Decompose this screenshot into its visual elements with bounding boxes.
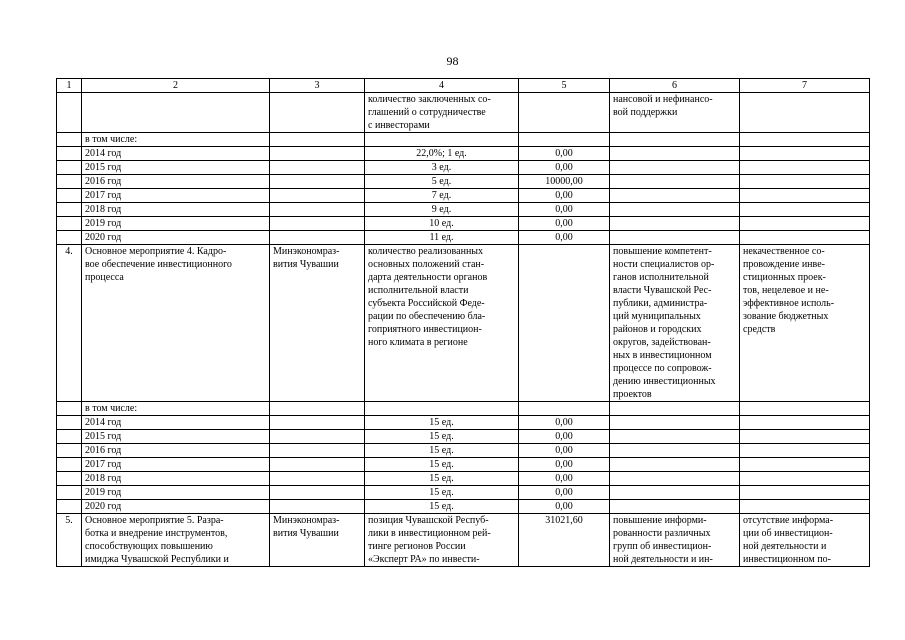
cell: [610, 500, 740, 514]
year-row: [57, 147, 870, 161]
subheading-text: в том числе:: [82, 402, 270, 416]
year-label: 2020 год: [82, 500, 270, 514]
cell: [519, 93, 610, 133]
year-label: 2018 год: [82, 203, 270, 217]
cell: [610, 472, 740, 486]
cell: [270, 133, 365, 147]
header-cell: 4: [365, 79, 519, 93]
year-row: [57, 161, 870, 175]
funding-value: 0,00: [519, 189, 610, 203]
cell: [57, 500, 82, 514]
subheading-row: [57, 133, 870, 147]
cell: [57, 217, 82, 231]
risk-text: некачественное со- провождение инве- стиционных проек- тов, нецелевое и не- эффективное исполь- зование бюджетных средств: [740, 245, 870, 402]
year-label: 2016 год: [82, 444, 270, 458]
subheading-row: [57, 402, 870, 416]
indicator-value: 22,0%; 1 ед.: [365, 147, 519, 161]
cell: [740, 217, 870, 231]
responsible-org: Минэкономраз- вития Чувашии: [270, 514, 365, 567]
cell: [610, 402, 740, 416]
cell: [57, 147, 82, 161]
cell: [365, 402, 519, 416]
year-label: 2019 год: [82, 486, 270, 500]
funding-value: 0,00: [519, 458, 610, 472]
indicator-text: количество реализованных основных положений стан- дарта деятельности органов исполнительной власти субъекта Российской Феде- рации по обеспечению бла- гоприятного инвестицион- ного климата в регионе: [365, 245, 519, 402]
cell: [519, 402, 610, 416]
cell: [610, 231, 740, 245]
cell: [740, 147, 870, 161]
header-cell: 6: [610, 79, 740, 93]
cell: [270, 444, 365, 458]
cell: [740, 161, 870, 175]
year-label: 2014 год: [82, 147, 270, 161]
cell: [610, 203, 740, 217]
cell: [740, 458, 870, 472]
result-text: повышение компетент- ности специалистов ор- ганов исполнительной власти Чувашской Рес- публики, администра- ций муниципальных районов и городских округов, задействован- ных в инвестиционном процессе по сопровож- дению инвестиционных проектов: [610, 245, 740, 402]
year-row: [57, 416, 870, 430]
cell: [57, 472, 82, 486]
year-row: [57, 189, 870, 203]
cell: [57, 486, 82, 500]
year-label: 2014 год: [82, 416, 270, 430]
header-cell: 1: [57, 79, 82, 93]
header-cell: 5: [519, 79, 610, 93]
indicator-text: позиция Чувашской Респуб- лики в инвестиционном рей- тинге регионов России «Эксперт РА» по инвести-: [365, 514, 519, 567]
cell: [610, 430, 740, 444]
cell: [519, 133, 610, 147]
cell: [610, 444, 740, 458]
cell: [82, 93, 270, 133]
result-text: нансовой и нефинансо- вой поддержки: [610, 93, 740, 133]
funding-value: 0,00: [519, 147, 610, 161]
document-table: [56, 78, 870, 567]
header-cell: 3: [270, 79, 365, 93]
indicator-value: 15 ед.: [365, 430, 519, 444]
year-row: [57, 231, 870, 245]
year-row: [57, 203, 870, 217]
cell: [740, 189, 870, 203]
cell: [740, 231, 870, 245]
indicator-value: 7 ед.: [365, 189, 519, 203]
indicator-value: 10 ед.: [365, 217, 519, 231]
indicator-value: 3 ед.: [365, 161, 519, 175]
cell: [740, 93, 870, 133]
funding-value: 0,00: [519, 217, 610, 231]
cell: [57, 430, 82, 444]
cell: [57, 161, 82, 175]
cell: [270, 486, 365, 500]
year-row: [57, 444, 870, 458]
cell: [610, 458, 740, 472]
cell: [57, 402, 82, 416]
cell: [610, 161, 740, 175]
cell: [57, 175, 82, 189]
indicator-value: 15 ед.: [365, 444, 519, 458]
year-row: [57, 175, 870, 189]
indicator-value: 5 ед.: [365, 175, 519, 189]
cell: [57, 133, 82, 147]
cell: [365, 133, 519, 147]
funding-value: 0,00: [519, 472, 610, 486]
years-block-b: [57, 416, 870, 514]
responsible-org: Минэкономраз- вития Чувашии: [270, 245, 365, 402]
cell: [740, 402, 870, 416]
header-row: [57, 79, 870, 93]
cell: [270, 189, 365, 203]
cell: [270, 217, 365, 231]
funding-value: 0,00: [519, 203, 610, 217]
year-label: 2015 год: [82, 161, 270, 175]
cell: [519, 245, 610, 402]
row-number: 4.: [57, 245, 82, 402]
cell: [270, 500, 365, 514]
measure-row-4: [57, 245, 870, 402]
cell: [270, 402, 365, 416]
cell: [740, 203, 870, 217]
cell: [740, 175, 870, 189]
years-block-a: [57, 147, 870, 245]
cell: [740, 416, 870, 430]
header-cell: 7: [740, 79, 870, 93]
cell: [270, 161, 365, 175]
cell: [740, 472, 870, 486]
year-label: 2017 год: [82, 189, 270, 203]
result-text: повышение информи- рованности различных групп об инвестицион- ной деятельности и ин-: [610, 514, 740, 567]
funding-value: 0,00: [519, 231, 610, 245]
cell: [57, 189, 82, 203]
year-row: [57, 430, 870, 444]
indicator-value: 11 ед.: [365, 231, 519, 245]
cell: [270, 175, 365, 189]
funding-value: 0,00: [519, 430, 610, 444]
year-label: 2020 год: [82, 231, 270, 245]
year-row: [57, 458, 870, 472]
cell: [270, 231, 365, 245]
year-label: 2016 год: [82, 175, 270, 189]
measure-row-5: [57, 514, 870, 567]
funding-value: 0,00: [519, 500, 610, 514]
cell: [270, 416, 365, 430]
risk-text: отсутствие информа- ции об инвестицион- ной деятельности и инвестиционном по-: [740, 514, 870, 567]
cell: [610, 486, 740, 500]
header-cell: 2: [82, 79, 270, 93]
indicator-value: 15 ед.: [365, 486, 519, 500]
cell: [610, 189, 740, 203]
cell: [610, 217, 740, 231]
cell: [610, 147, 740, 161]
cell: [610, 175, 740, 189]
funding-value: 0,00: [519, 486, 610, 500]
cell: [740, 444, 870, 458]
indicator-text: количество заключенных со- глашений о сотрудничестве с инвесторами: [365, 93, 519, 133]
year-label: 2019 год: [82, 217, 270, 231]
indicator-value: 15 ед.: [365, 416, 519, 430]
cell: [270, 93, 365, 133]
continuation-row: [57, 93, 870, 133]
cell: [270, 430, 365, 444]
measure-name: Основное мероприятие 4. Кадро- вое обеспечение инвестиционного процесса: [82, 245, 270, 402]
year-row: [57, 217, 870, 231]
indicator-value: 15 ед.: [365, 500, 519, 514]
cell: [270, 147, 365, 161]
funding-value: 0,00: [519, 416, 610, 430]
cell: [57, 444, 82, 458]
cell: [270, 472, 365, 486]
cell: [57, 231, 82, 245]
funding-value: 0,00: [519, 161, 610, 175]
row-number: 5.: [57, 514, 82, 567]
year-label: 2015 год: [82, 430, 270, 444]
indicator-value: 9 ед.: [365, 203, 519, 217]
indicator-value: 15 ед.: [365, 458, 519, 472]
cell: [57, 416, 82, 430]
year-row: [57, 472, 870, 486]
subheading-text: в том числе:: [82, 133, 270, 147]
cell: [740, 133, 870, 147]
cell: [57, 458, 82, 472]
cell: [740, 500, 870, 514]
cell: [57, 93, 82, 133]
funding-value: 0,00: [519, 444, 610, 458]
indicator-value: 15 ед.: [365, 472, 519, 486]
cell: [610, 416, 740, 430]
cell: [740, 486, 870, 500]
cell: [740, 430, 870, 444]
funding-amount: 31021,60: [519, 514, 610, 567]
year-label: 2017 год: [82, 458, 270, 472]
page-number: 98: [446, 54, 459, 68]
funding-value: 10000,00: [519, 175, 610, 189]
year-row: [57, 500, 870, 514]
cell: [270, 458, 365, 472]
measure-name: Основное мероприятие 5. Разра- ботка и внедрение инструментов, способствующих повышению имиджа Чувашской Республики и: [82, 514, 270, 567]
cell: [610, 133, 740, 147]
cell: [270, 203, 365, 217]
year-row: [57, 486, 870, 500]
cell: [57, 203, 82, 217]
year-label: 2018 год: [82, 472, 270, 486]
